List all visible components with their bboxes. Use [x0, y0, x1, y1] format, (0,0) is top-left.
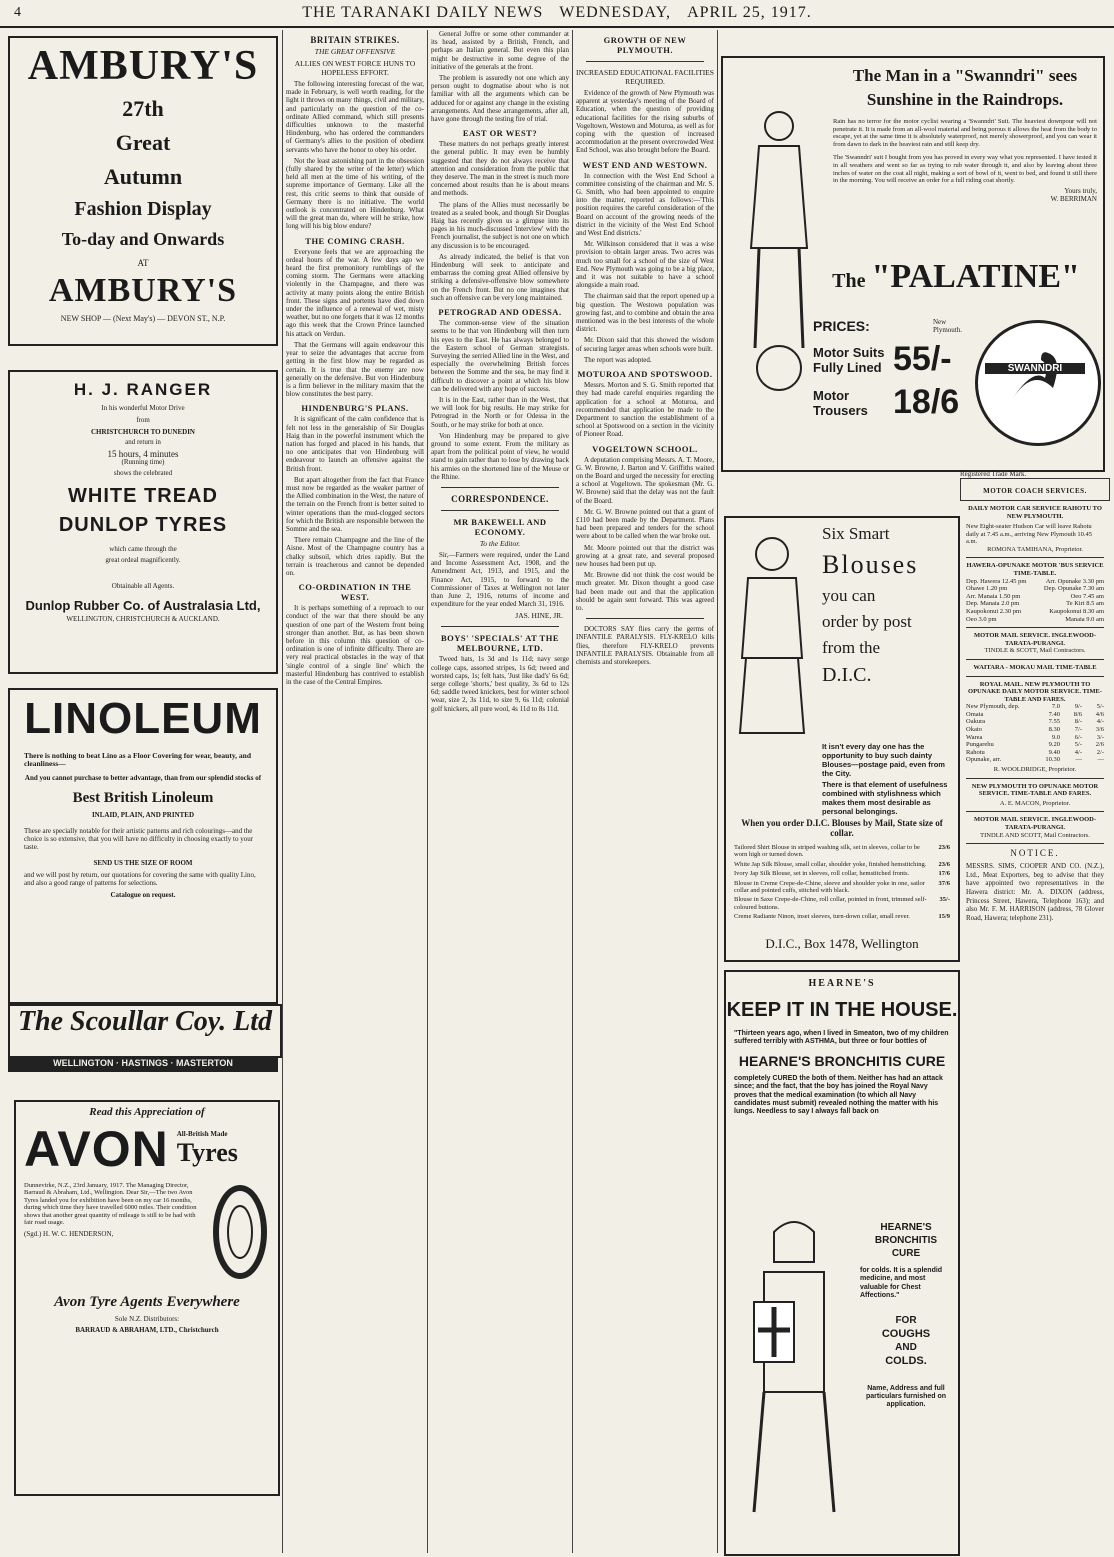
- ranger-line: In his wonderful Motor Drive: [101, 404, 185, 412]
- swanndri-headline: The Man in a "Swanndri" sees: [852, 66, 1078, 85]
- column-rule: [282, 30, 283, 1553]
- section-heading: MR BAKEWELL AND ECONOMY.: [453, 516, 547, 537]
- article-paragraph: It is perhaps something of a reproach to our conduct of the war that there should be any question of one part of the Western front being stronger than another. But, as has been shown before in this column this question of co-ordination is one of infinite difficulty. There are very real practical obstacles in the way of that 'single control of a single line' which the masterful Hindenburg has contrived to establish in the case of the Central Empires.: [286, 604, 424, 686]
- ambury-line3: Autumn: [103, 164, 183, 189]
- prices-label: PRICES:: [813, 318, 870, 334]
- article-paragraph: In connection with the West End School a committee consisting of the chairman and Mr. S. G. Smith, who had been appointed to enquire into the matter, reported as follows:—'This position requires the careful consideration of the Board on account of the growing needs of the district in the vicinity of the West End School and West End districts.': [576, 171, 714, 238]
- dic-line: order by post: [822, 612, 912, 631]
- timetable-cell: Okato: [966, 726, 982, 734]
- blouse-figure-illustration: [732, 528, 810, 738]
- swanndri-sign: W. BERRIMAN: [1050, 194, 1097, 203]
- dic-text: It isn't every day one has the opportunity to buy such dainty Blouses—postage paid, even from the City.: [822, 742, 945, 778]
- timetable-cell: Dep. Manaia 2.0 pm: [966, 600, 1020, 608]
- timetable-cell: Pungarehu: [966, 741, 994, 749]
- column-rule: [427, 30, 428, 1553]
- article-subheading: ALLIES ON WEST FORCE HUNS TO HOPELESS EFFORT.: [294, 59, 416, 77]
- hearne-product: HEARNE'S BRONCHITIS CURE: [738, 1052, 946, 1069]
- motor-daily-text: New Eight-seater Hudson Car will leave Rahotu daily at 7.45 a.m., arriving New Plymouth 10.45 a.m.: [966, 523, 1093, 546]
- article-paragraph: The problem is assuredly not one which any person ought to dogmatise about who is not familiar with all the arguments which can be adduced for or against any change in the existing arrangements. And these arrangements, after all, have gone through the testing fire of trial.: [431, 74, 569, 124]
- ambury-advert: [8, 36, 278, 346]
- product-dunlop-tyres: DUNLOP TYRES: [58, 514, 228, 536]
- dic-item-description: White Jap Silk Blouse, small collar, shoulder yoke, finished hemstitching.: [734, 860, 927, 868]
- article-heading: GROWTH OF NEW PLYMOUTH.: [603, 35, 687, 55]
- section-heading: PETROGRAD AND ODESSA.: [438, 307, 562, 318]
- timetable-cell: 8/6: [1073, 710, 1082, 718]
- hawera-heading: HAWERA-OPUNAKE MOTOR 'BUS SERVICE TIME-TABLE.: [966, 562, 1104, 577]
- avon-read: Read this Appreciation of: [89, 1106, 205, 1118]
- hearne-brand: HEARNE'S: [808, 978, 876, 989]
- avon-letter: Dunnevirke, N.Z., 23rd January, 1917. The Managing Director, Barraud & Abraham, Ltd., Wellington. Dear Sir,—The two Avon Tyres landed you for exhibition have been on my car 16 months, during which time they have travelled 6000 miles. Their condition shows that another great quantity of mileage is still to be had with fair road usage.: [24, 1182, 197, 1227]
- avon-advert: [14, 1100, 280, 1496]
- dic-item: [734, 896, 950, 911]
- item-motor-trousers: Motor Trousers: [813, 387, 868, 418]
- timetable-row: [966, 749, 1104, 757]
- item-motor-suits: Motor Suits Fully Lined: [813, 344, 885, 375]
- swanndri-sign: Yours truly,: [1064, 186, 1097, 195]
- divider: [586, 61, 704, 62]
- ranger-name: H. J. RANGER: [73, 380, 213, 399]
- dic-item: [734, 861, 950, 868]
- timetable-cell: 5/-: [1096, 703, 1104, 711]
- hearne-colds: COLDS.: [885, 1354, 927, 1367]
- timetable-cell: 5/-: [1074, 741, 1082, 749]
- swanndri-headline: Sunshine in the Raindrops.: [866, 90, 1064, 109]
- swanndri-text: Rain has no terror for the motor cyclist wearing a 'Swanndri' Suit. The heaviest downpour will not penetrate it. It is made from an all-wool material and being porous it allows the heat from the body to escape, yet at the same time it is absolutely waterproof, not merely showerproof, and you can wear it from dawn to dark in the heaviest rain and still keep dry.: [833, 118, 1097, 148]
- timetable-cell: 9.40: [1048, 748, 1060, 756]
- article-paragraph: Mr. Dixon said that this showed the wisdom of securing larger areas when schools were built.: [576, 336, 714, 353]
- np-opunake-heading: NEW PLYMOUTH TO OPUNAKE MOTOR SERVICE. TIME-TABLE AND FARES.: [971, 782, 1099, 798]
- royal-mail-signature: R. WOOLDRIDGE, Proprietor.: [993, 766, 1077, 774]
- timetable-cell: Omata: [966, 710, 984, 718]
- timetable-cell: Opunake, arr.: [966, 756, 1002, 764]
- timetable-row: [966, 741, 1104, 749]
- newspaper-title: THE TARANAKI DAILY NEWS: [302, 4, 544, 21]
- dic-advert: [724, 516, 960, 962]
- article-paragraph: It is significant of the calm confidence that is felt not less in the generalship of Sir Douglas Haig than in the powerful instrument which the nation has forged and placed in his hands, that no one anticipates that von Hindenburg will endeavour to launch an offensive against the British front.: [286, 415, 424, 473]
- article-paragraph: The plans of the Allies must necessarily be treated as a sealed book, and though Sir Douglas Haig has recently given us a glimpse into its pages in his much-discussed 'interview' with the French journalist, the subject is not one on which any discussion is to be encouraged.: [431, 200, 569, 250]
- divider: [586, 618, 704, 619]
- swan-icon: [993, 338, 1083, 428]
- timetable-row: [966, 718, 1104, 726]
- hearne-name-address: Name, Address and full particulars furnished on application.: [865, 1384, 947, 1409]
- hearne-side: CURE: [891, 1248, 921, 1259]
- column-rule: [572, 30, 573, 1553]
- np-opunake-signature: A. E. MACON, Proprietor.: [999, 799, 1071, 807]
- article-paragraph: But apart altogether from the fact that France must now be regarded as the weaker partner of the Allied combination in the West, the nature of the terrain on the French front is better suited to winter operations than the mud-clogged sectors for which the British are responsible between the Somme and the sea.: [286, 475, 424, 533]
- dic-line: from the: [822, 638, 881, 657]
- mail3-signature: TINDLE AND SCOTT, Mail Contractors.: [980, 831, 1090, 839]
- timetable-cell: Arr. Manaia 1.50 pm: [966, 592, 1021, 600]
- hearne-text: completely CURED the both of them. Neither has had an attack since; and the fact, that the boy has joined the Royal Navy proves that the medical examination (to which all Navy candidates must submit) revealed nothing the matter with his lungs. Needless to say I always fall back on: [734, 1074, 943, 1116]
- divider: [966, 659, 1104, 660]
- divider: [966, 843, 1104, 844]
- section-heading: CO-ORDINATION IN THE WEST.: [298, 582, 412, 603]
- dic-item: [734, 880, 950, 895]
- tyre-icon: [210, 1182, 270, 1282]
- hearne-side-text: for colds. It is a splendid medicine, and most valuable for Chest Affections.": [860, 1267, 943, 1300]
- lino-text: These are specially notable for their artistic patterns and rich colourings—and the choice is so extensive, that you will have no difficulty in choosing exactly to your taste.: [24, 827, 254, 851]
- timetable-cell: 9.20: [1048, 741, 1060, 749]
- motor-daily-proprietor: ROMONA TAMIHANA, Proprietor.: [987, 545, 1083, 553]
- timetable-cell: Oeo 3.0 pm: [966, 615, 997, 623]
- waitara-heading: WAITARA - MOKAU MAIL TIME-TABLE: [973, 663, 1097, 671]
- lino-kinds: INLAID, PLAIN, AND PRINTED: [91, 811, 195, 819]
- lino-best: Best British Linoleum: [72, 790, 214, 806]
- section-heading: WEST END AND WESTOWN.: [582, 159, 708, 170]
- divider: [441, 510, 559, 511]
- swanndri-badge: [975, 320, 1101, 446]
- ranger-time: 15 hours, 4 minutes: [107, 449, 179, 459]
- timetable-cell: 7/-: [1074, 726, 1082, 734]
- article-paragraph: Not the least astonishing part in the obsession (fully shared by the writer of the letter) which held all men at the time of his writing, of the supreme importance of Germany. Like all the rest, this critic seems to think that outside of Germany there is no initiative. The world outlook is concentrated on Hindenburg. What will the great man do, where will he strike, how long will his big blow endure?: [286, 156, 424, 231]
- motor-services-column: [960, 478, 1110, 1553]
- dunlop-company: Dunlop Rubber Co. of Australasia Ltd,: [25, 598, 261, 613]
- dic-item-price: 37/6: [938, 879, 950, 887]
- price-motor-suits: 55/-: [893, 340, 952, 378]
- ranger-line: from: [136, 416, 150, 424]
- ranger-line: shows the celebrated: [113, 469, 173, 477]
- divider: [441, 626, 559, 627]
- timetable-cell: 3/6: [1095, 726, 1104, 734]
- hawera-timetable: [966, 578, 1104, 624]
- avon-tyres: Tyres: [176, 1138, 238, 1167]
- dic-name: D.I.C.: [822, 664, 872, 686]
- dic-line: Six Smart: [822, 524, 890, 543]
- article-subheading: INCREASED EDUCATIONAL FACILITIES REQUIRED.: [576, 68, 714, 86]
- hearne-headline: KEEP IT IN THE HOUSE.: [726, 999, 958, 1021]
- timetable-cell: 4/-: [1096, 718, 1104, 726]
- column-continued: [431, 30, 569, 1553]
- dic-mail: When you order D.I.C. Blouses by Mail, State size of collar.: [741, 818, 943, 838]
- lino-text: There is nothing to beat Lino as a Floor Covering for wear, beauty, and cleanliness—: [24, 751, 252, 768]
- article-paragraph: Evidence of the growth of New Plymouth was apparent at yesterday's meeting of the Board of Education, when the question of providing educational facilities for the rising suburbs of Vogeltown, Westown and Moturoa, as well as for coping with the question of increased accommodation at the present overcrowded West End School, was also brought before the Board.: [576, 89, 714, 155]
- timetable-cell: 4/6: [1095, 710, 1104, 718]
- timetable-cell: New Plymouth, dep.: [966, 703, 1020, 711]
- article-paragraph: General Joffre or some other commander at its head, assisted by a British, French, and perhaps an Italian general. But even this plan might be destructive in some degree of the initiative of the generals at the front.: [431, 30, 569, 71]
- divider: [966, 676, 1104, 677]
- article-subheading: THE GREAT OFFENSIVE: [314, 47, 396, 56]
- dic-item-description: Blouse in Creme Crepe-de-Chine, sleeve and shoulder yoke in one, sailor collar and pointed cuffs, stitched with black.: [734, 879, 925, 895]
- timetable-row: [966, 703, 1104, 711]
- ranger-line: which came through the: [109, 545, 177, 553]
- dic-item-description: Creme Radiante Ninon, inset sleeves, turn-down collar, small rever.: [734, 913, 910, 921]
- article-paragraph: Messrs. Morton and S. G. Smith reported that they had made careful enquiries regarding the application for a school at Moturoa, and recommended that application be made to the Department to sanction the establishment of a school at Spotswood on a section in the vicinity of Pioneer Road.: [576, 381, 714, 439]
- timetable-row: [966, 578, 1104, 586]
- column-rule: [717, 30, 718, 1553]
- notice-text: MESSRS. SIMS, COOPER AND CO. (N.Z.), Ltd., Meat Exporters, beg to advise that they have appointed two representatives in the Hawera district: Mr. A. DIXON (address, Princess Street, Hawera, Telephone 163); and also Mr. F. M. HARRISON (address, 78 Glover Road, Hawera; telephone 231).: [966, 862, 1104, 922]
- ambury-name: AMBURY'S: [27, 43, 259, 89]
- article-paragraph: There remain Champagne and the line of the Aisne. Most of the Champagne country has a chalky subsoil, which dries rapidly. But the terrain is treacherous and cannot be depended on.: [286, 536, 424, 577]
- timetable-cell: Ohawe 1.20 pm: [966, 585, 1008, 593]
- scoullar-brand: The Scoullar Coy. Ltd: [8, 1004, 282, 1058]
- avon-distributors: Sole N.Z. Distributors:: [114, 1315, 180, 1323]
- lino-text: and we will post by return, our quotations for covering the same with quality Lino, and also a good range of patterns for selections.: [24, 871, 256, 887]
- avon-signature: (Sgd.) H. W. C. HENDERSON,: [24, 1230, 114, 1239]
- ranger-line: (Running time): [121, 458, 165, 466]
- dic-item: [734, 844, 950, 859]
- article-paragraph: The report was adopted.: [584, 355, 652, 364]
- dic-address: D.I.C., Box 1478, Wellington: [765, 936, 919, 951]
- article-paragraph: Everyone feels that we are approaching the ordeal hours of the war. A few days ago we heard the first premonitory rumblings of the coming storm. The Germans were attacking violently in the Champagne, and there was activity at many points along the entire British front. These signs and portents have died down under the influence of a renewal of wet, misty weather, but no one forgets that it was 12 months ago this week that the Crown Prince launched his attack on Verdun.: [286, 247, 424, 338]
- timetable-cell: Te Kiri 8.5 am: [1066, 600, 1104, 608]
- timetable-cell: —: [1097, 756, 1104, 764]
- timetable-row: [966, 608, 1104, 616]
- timetable-cell: 7.40: [1048, 710, 1060, 718]
- timetable-cell: 10.30: [1045, 756, 1060, 764]
- ambury-name-large: AMBURY'S: [48, 272, 238, 309]
- dic-item-price: 23/6: [938, 844, 950, 851]
- article-heading: BRITAIN STRIKES.: [310, 35, 400, 45]
- article-paragraph: Mr. G. W. Browne pointed out that a grant of £110 had been made by the Department. Plans had been prepared and tenders for the school were about to be called when the war broke out.: [576, 507, 714, 541]
- avon-brand: AVON: [24, 1121, 169, 1177]
- date: APRIL 25, 1917.: [687, 4, 812, 21]
- ranger-agents: Obtainable all Agents.: [111, 582, 175, 590]
- motor-daily: DAILY MOTOR CAR SERVICE RAHOTU TO NEW PLYMOUTH.: [968, 505, 1102, 520]
- timetable-cell: 9.0: [1051, 733, 1060, 741]
- motor-heading: MOTOR COACH SERVICES.: [983, 487, 1087, 495]
- ambury-line4: Fashion Display: [74, 198, 212, 220]
- dic-item-price: 23/6: [938, 860, 950, 868]
- timetable-row: [966, 593, 1104, 601]
- divider: [966, 778, 1104, 779]
- dunlop-cities: WELLINGTON, CHRISTCHURCH & AUCKLAND.: [66, 615, 220, 623]
- timetable-cell: Kaupokonui 8.30 am: [1049, 607, 1104, 615]
- article-paragraph: These matters do not perhaps greatly interest the general public. It may even be humbly suggested that they do not always receive that attention and consideration from the public that they deserve. The man in the street is much more concerned about results than he is about means and methods.: [431, 140, 569, 198]
- timetable-row: [966, 726, 1104, 734]
- dic-item-price: 15/9: [938, 913, 950, 921]
- avon-agents: Avon Tyre Agents Everywhere: [54, 1294, 240, 1310]
- timetable-cell: 4/-: [1074, 748, 1082, 756]
- ranger-line: and return in: [125, 438, 161, 446]
- article-paragraph: A deputation comprising Messrs. A. T. Moore, G. W. Browne, J. Barton and V. Griffiths waited on the Board and urged the necessity for erecting a school at Vogeltown. The spokesman (Mr. G. W. Browne) said that the delay was not the fault of the Board.: [576, 455, 714, 505]
- timetable-row: [966, 585, 1104, 593]
- timetable-cell: 2/6: [1095, 741, 1104, 749]
- article-paragraph: Von Hindenburg may be prepared to give ground to some extent. From the military as apart from the political point of view, he would stand to gain rather than to lose by drawing back his armies on the shortened line of the Meuse or the Rhine.: [431, 431, 569, 481]
- timetable-cell: 7.55: [1048, 718, 1060, 726]
- article-paragraph: Sir,—Farmers were required, under the Land and Income Assessment Act, 1908, and the Amendment Act, 1913, and 1915, and the Finance Act, 1915, to forward to the Commissioner of Taxes at Wellington not later than June 2, 1916, returns of income and expenditure for the year ended March 31, 1916.: [431, 550, 569, 609]
- dic-blouses: Blouses: [822, 550, 919, 579]
- notice-heading: NOTICE.: [1010, 848, 1060, 859]
- timetable-row: [966, 734, 1104, 742]
- masthead: [0, 0, 1114, 28]
- ambury-at: AT: [137, 258, 149, 268]
- hearne-for: FOR: [895, 1314, 917, 1326]
- knight-illustration: [734, 1212, 854, 1532]
- timetable-cell: —: [1075, 756, 1082, 764]
- dic-line: you can: [822, 586, 876, 605]
- letter-signature: JAS. HINE, JR.: [515, 611, 563, 621]
- timetable-row: [966, 616, 1104, 624]
- ranger-line: great ordeal magnificently.: [105, 556, 181, 564]
- avon-firm: BARRAUD & ABRAHAM, LTD., Christchurch: [75, 1326, 219, 1334]
- prices-town: New Plymouth.: [933, 318, 962, 334]
- mail-heading: MOTOR MAIL SERVICE. INGLEWOOD-TARATA-PURANGI.: [973, 632, 1097, 647]
- divider: [966, 811, 1104, 812]
- article-paragraph: Tweed hats, 1s 3d and 1s 11d; navy serge college caps, assorted stripes, 1s 6d; tweed and worsted caps, 1s; felt hats, 'Just like dad's' 6s 6d; serge college 'shorts,' best quality, 3s 6d to 12s 6d; saddle tweed knickers, best for winter school wear, size 2, 3s 11d, to size 9, 6s 11d; colonial golf knickers, all pure wool, 4s 11d to 8s 11d.: [431, 655, 569, 713]
- section-heading: MOTUROA AND SPOTSWOOD.: [577, 369, 713, 380]
- mail3-heading: MOTOR MAIL SERVICE. INGLEWOOD-TARATA-PURANGI.: [973, 816, 1097, 831]
- dic-item: [734, 913, 950, 920]
- hearne-advert: [724, 970, 960, 1556]
- dic-item-description: Ivory Jap Silk Blouse, set in sleeves, roll collar, hemstitched fronts.: [734, 870, 910, 878]
- section-heading: BOYS' 'SPECIALS' AT THE MELBOURNE, LTD.: [440, 633, 560, 654]
- article-paragraph: DOCTORS SAY flies carry the germs of INFANTILE PARALYSIS. FLY-KRELO kills flies, therefore FLY-KRELO prevents INFANTILE PARALYSIS. Obtainable from all chemists and storekeepers.: [576, 625, 714, 666]
- dic-item-price: 17/6: [938, 870, 950, 878]
- royal-mail-heading: ROYAL MAIL. NEW PLYMOUTH TO OPUNAKE DAILY MOTOR SERVICE. TIME-TABLE AND FARES.: [968, 680, 1102, 703]
- hearne-and: AND: [895, 1341, 917, 1353]
- ambury-line2: Great: [115, 130, 171, 155]
- dic-item-price: 35/-: [939, 896, 950, 904]
- mail-signature: TINDLE & SCOTT, Mail Contractors.: [984, 647, 1086, 655]
- timetable-cell: Oeo 7.45 am: [1070, 592, 1104, 600]
- section-heading: HINDENBURG'S PLANS.: [301, 403, 409, 414]
- avon-all-british: All-British Made: [176, 1130, 228, 1138]
- article-paragraph: It is in the East, rather than in the West, that we will look for big results. He may strike for Petrograd in the North or for Odessa in the South, or he may strike for both at once.: [431, 395, 569, 429]
- divider: [441, 487, 559, 488]
- timetable-cell: Rahotu: [966, 748, 985, 756]
- page-number: 4: [14, 5, 22, 20]
- swanndri-text: The 'Swanndri' suit I bought from you has proved in every way what you represented. I have tested it in all weathers and went so far as trying to rub water through it, and also by leaving about three inches of water on the coat all night, making a sort of bowl of it, went to bed, and found it still there in the morning. You will receive an order for a full riding coat shortly.: [833, 154, 1097, 185]
- article-paragraph: Mr. Browne did not think the cost would be much greater. Mr. Dixon thought a good case had been made out and that the application should be again sent forward. This was agreed to.: [576, 571, 714, 612]
- ambury-line1: 27th: [122, 96, 164, 121]
- timetable-cell: 8/-: [1074, 718, 1082, 726]
- lino-catalogue: Catalogue on request.: [110, 891, 176, 899]
- timetable-cell: 8.30: [1048, 726, 1060, 734]
- timetable-cell: Kaupokonui 2.30 pm: [966, 607, 1022, 615]
- column-new-plymouth: [576, 30, 714, 1553]
- timetable-row: [966, 756, 1104, 764]
- dic-text: There is that element of usefulness combined with stylishness which makes them most desirable as personal belongings.: [822, 780, 948, 816]
- timetable-cell: Manaia 9.0 am: [1065, 615, 1104, 623]
- hearne-side: BRONCHITIS: [874, 1235, 938, 1246]
- dic-items: [734, 844, 950, 923]
- letter-salutation: To the Editor.: [479, 538, 521, 548]
- correspondence-heading: CORRESPONDENCE.: [451, 493, 549, 504]
- timetable-cell: 7.0: [1051, 703, 1060, 711]
- article-paragraph: As already indicated, the belief is that von Hindenburg will seek to anticipate and embarrass the coming great Allied offensive by striking a defensive-offensive blow somewhere on the French front. But no one imagines that such an offensive can be very long maintained.: [431, 252, 569, 302]
- product-white-tread: WHITE TREAD: [68, 485, 218, 507]
- timetable-cell: Arr. Opunake 3.30 pm: [1045, 577, 1104, 585]
- palatine-the: The: [832, 270, 866, 292]
- swanndri-badge-text: SWANNDRI: [985, 363, 1085, 374]
- timetable-cell: 6/-: [1074, 733, 1082, 741]
- hearne-coughs: COUGHS: [881, 1327, 931, 1340]
- section-heading: THE COMING CRASH.: [305, 235, 405, 246]
- timetable-cell: 3/-: [1096, 733, 1104, 741]
- royal-mail-timetable: [966, 703, 1104, 764]
- lino-text: And you cannot purchase to better advantage, than from our splendid stocks of: [24, 774, 262, 782]
- timetable-cell: Oakura: [966, 718, 986, 726]
- ambury-address: NEW SHOP — (Next May's) — DEVON ST., N.P.: [60, 314, 226, 323]
- timetable-cell: Warea: [966, 733, 983, 741]
- dic-item-description: Blouse in Saxe Crepe-de-Chine, roll collar, pointed in front, trimmed self-coloured buttons.: [734, 896, 927, 911]
- section-heading: EAST OR WEST?: [462, 128, 538, 139]
- palatine-brand: "PALATINE": [871, 258, 1080, 295]
- article-paragraph: Mr. Wilkinson considered that it was a wise provision to obtain larger areas. Two acres was much too small for a school of the size of West End. New Plymouth was going to be a big place, and it was not suitable to have a school alongside a main road.: [576, 240, 714, 290]
- trade-mark: Registered Trade Mark.: [960, 470, 1027, 478]
- divider: [966, 557, 1104, 558]
- scoullar-cities: WELLINGTON · HASTINGS · MASTERTON: [8, 1058, 278, 1072]
- day: WEDNESDAY,: [559, 4, 672, 21]
- ambury-line5: To-day and Onwards: [61, 229, 225, 249]
- linoleum-advert: [8, 688, 278, 1004]
- section-heading: VOGELTOWN SCHOOL.: [592, 443, 698, 454]
- dic-item-description: Tailored Shirt Blouse in striped washing silk, set in sleeves, collar to be worn high or turned down.: [734, 844, 920, 859]
- dic-item: [734, 870, 950, 877]
- price-motor-trousers: 18/6: [893, 383, 960, 421]
- timetable-row: [966, 600, 1104, 608]
- timetable-cell: Dep. Opunake 7.30 am: [1043, 585, 1104, 593]
- dunlop-advert: [8, 370, 278, 674]
- article-paragraph: The chairman said that the report opened up a big question. The Westown population was growing fast, and to combine and obtain the area mentioned was in the best interests of the whole district.: [576, 292, 714, 334]
- hearne-quote: "Thirteen years ago, when I lived in Smeaton, two of my children suffered terribly with ASTHMA, but three or four bottles of: [734, 1030, 949, 1046]
- article-paragraph: That the Germans will again endeavour this year to seize the advantages that accrue from getting in the first blow may be regarded as certain. It is true that the enemy are now generally on the defensive. But von Hindenburg is a firm believer in the military maxim that the blow constitutes the best parry.: [286, 340, 424, 399]
- ranger-route: CHRISTCHURCH TO DUNEDIN: [91, 428, 195, 436]
- divider: [966, 627, 1104, 628]
- timetable-row: [966, 711, 1104, 719]
- lino-send: SEND US THE SIZE OF ROOM: [93, 859, 193, 867]
- swanndri-advert: [721, 56, 1105, 472]
- article-paragraph: The common-sense view of the situation seems to be that von Hindenburg will then turn his eyes to the East. He has always belonged to the Eastern school of German strategists. Surveying the serried Allied line in the West, and especially the overwhelming British forces between the Somme and the sea, he may find it difficult to discover a point at which his blow can be delivered with any hope of success.: [431, 319, 569, 393]
- column-britain-strikes: [286, 30, 424, 1553]
- hearne-side: HEARNE'S: [880, 1222, 932, 1233]
- timetable-cell: Dep. Hawera 12.45 pm: [966, 577, 1027, 585]
- article-paragraph: The following interesting forecast of the war, made in February, is well worth reading, for the light it throws on many things, civil and military, and particularly on the question of the co-ordinate Allied command, which still presents difficulties unknown to the masterful Hindenburg, who has ordered the commanders of Germany's allies to the position of obedient servants who have the honor to obey his order.: [286, 80, 424, 154]
- timetable-cell: 2/-: [1096, 748, 1104, 756]
- article-paragraph: Mr. Moore pointed out that the district was growing at a great rate, and several proposed new houses had been put up.: [576, 543, 714, 568]
- timetable-cell: 9/-: [1074, 703, 1082, 711]
- linoleum-title: LINOLEUM: [24, 694, 262, 743]
